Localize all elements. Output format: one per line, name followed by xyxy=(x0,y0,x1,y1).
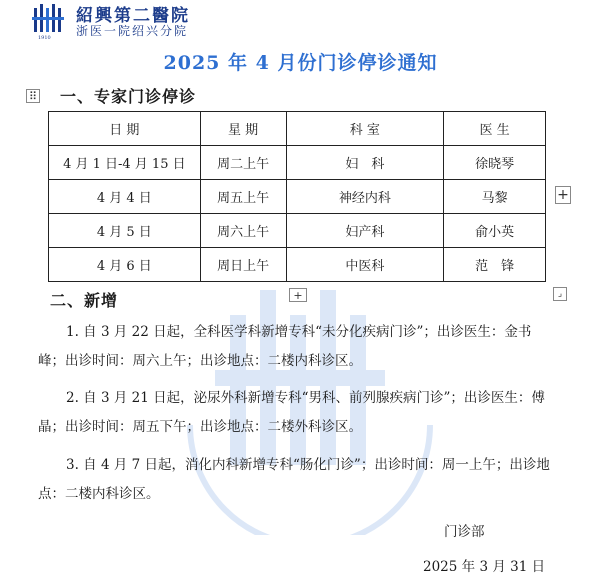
hospital-logo xyxy=(30,0,200,42)
table-cell: 4 月 1 日-4 月 15 日 xyxy=(49,146,201,180)
table-cell: 妇 科 xyxy=(286,146,444,180)
table-header-row xyxy=(49,112,546,146)
table-cell: 妇产科 xyxy=(286,214,444,248)
table-cell: 范 锋 xyxy=(444,248,546,282)
table-cell: 4 月 4 日 xyxy=(49,180,201,214)
table-cell: 中医科 xyxy=(286,248,444,282)
section-heading-new: 二、新增 xyxy=(50,291,119,310)
table-cell: 4 月 5 日 xyxy=(49,214,201,248)
suspension-table xyxy=(48,111,546,282)
add-column-plus-icon[interactable]: + xyxy=(555,186,571,204)
table-cell: 马黎 xyxy=(444,180,546,214)
table-cell: 周日上午 xyxy=(200,248,286,282)
hospital-logo-icon xyxy=(30,2,70,38)
table-resize-handle-icon[interactable]: ⌟ xyxy=(553,287,567,301)
logo-subtitle: 浙医一院绍兴分院 xyxy=(76,24,189,38)
new-item-2: 2. 自 3 月 21 日起，泌尿外科新增专科“男科、前列腺疾病门诊”；出诊医生：傅晶；出诊时间：周五下午；出诊地点：二楼外科诊区。 xyxy=(38,390,545,435)
table-row xyxy=(49,214,546,248)
add-row-plus-icon[interactable]: + xyxy=(289,288,307,302)
new-item-3: 3. 自 4 月 7 日起，消化内科新增专科“肠化门诊”；出诊时间：周一上午；出诊地点：二楼内科诊区。 xyxy=(38,457,550,502)
signature-date: 2025 年 3 月 31 日 xyxy=(423,559,546,575)
table-cell: 徐晓琴 xyxy=(444,146,546,180)
signature-department: 门诊部 xyxy=(444,524,485,540)
table-cell: 周六上午 xyxy=(200,214,286,248)
table-cell: 周二上午 xyxy=(200,146,286,180)
table-row xyxy=(49,180,546,214)
table-cell: 俞小英 xyxy=(444,214,546,248)
logo-year: 1910 xyxy=(38,35,51,41)
table-row xyxy=(49,146,546,180)
table-header-cell: 医 生 xyxy=(444,112,546,146)
section-heading-expert: 一、专家门诊停诊 xyxy=(60,87,197,106)
table-row xyxy=(49,248,546,282)
table-cell: 4 月 6 日 xyxy=(49,248,201,282)
new-item-1: 1. 自 3 月 22 日起，全科医学科新增专科“未分化疾病门诊”；出诊医生：金书峰；出诊时间：周六上午；出诊地点：二楼内科诊区。 xyxy=(38,324,532,369)
notice-title: 2025 年 4 月份门诊停诊通知 xyxy=(163,52,438,74)
table-header-cell: 科 室 xyxy=(286,112,444,146)
table-cell: 神经内科 xyxy=(286,180,444,214)
table-header-cell: 日 期 xyxy=(49,112,201,146)
table-header-cell: 星 期 xyxy=(200,112,286,146)
logo-name: 紹興第二醫院 xyxy=(76,6,190,26)
table-move-handle-icon[interactable]: ⠿ xyxy=(26,89,40,103)
table-cell: 周五上午 xyxy=(200,180,286,214)
